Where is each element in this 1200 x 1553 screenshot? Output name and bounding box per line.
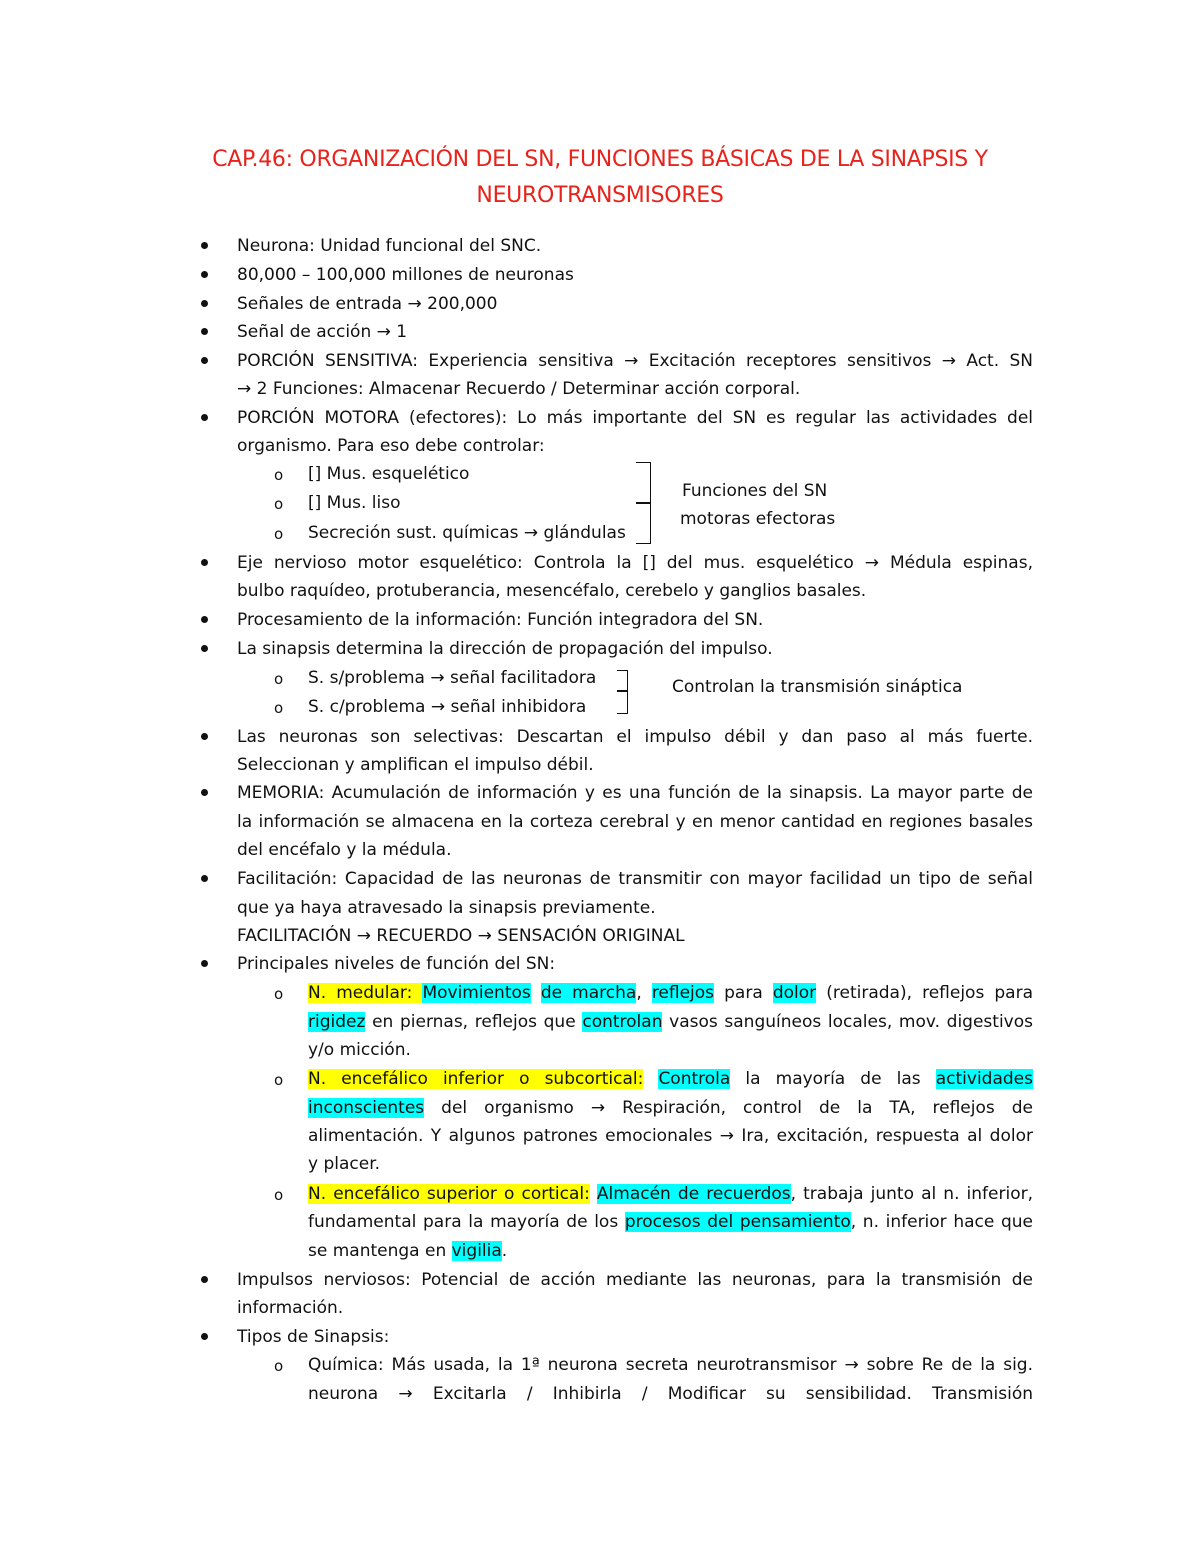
sub-list-item-continuation: y placer. [308,1154,381,1174]
list-item-continuation: FACILITACIÓN → RECUERDO → SENSACIÓN ORIGINAL [237,926,685,946]
sub-list-item-continuation: rigidez en piernas, reflejos que controlan vasos sanguíneos locales, mov. digestivos [308,1012,1033,1032]
bullet [201,875,208,882]
sub-list-item-continuation: alimentación. Y algunos patrones emocionales → Ira, excitación, respuesta al dolor [308,1126,1033,1146]
list-item-continuation: que ya haya atravesado la sinapsis previamente. [237,898,656,918]
list-item: Señal de acción → 1 [237,322,408,342]
sub-list-item: Química: Más usada, la 1ª neurona secreta neurotransmisor → sobre Re de la sig. [308,1355,1033,1375]
sub-list-item-continuation: y/o micción. [308,1040,411,1060]
arrow-icon: → [523,523,539,543]
bullet [201,1276,208,1283]
bullet [201,300,208,307]
brace-note: Controlan la transmisión sináptica [672,677,963,697]
list-item: La sinapsis determina la dirección de propagación del impulso. [237,639,773,659]
list-item: PORCIÓN SENSITIVA: Experiencia sensitiva → Excitación receptores sensitivos → Act. SN [237,351,1033,371]
list-item-continuation: información. [237,1298,344,1318]
list-item: Procesamiento de la información: Función integradora del SN. [237,610,764,630]
bullet [201,357,208,364]
arrow-icon: → [719,1126,734,1146]
sub-bullet: o [274,1186,284,1204]
sub-list-item: S. s/problema → señal facilitadora [308,668,597,688]
sub-list-item: N. encefálico inferior o subcortical: Controla la mayoría de las actividades [308,1069,1033,1089]
brace-note: motoras efectoras [680,509,836,529]
list-item-continuation: la información se almacena en la corteza cerebral y en menor cantidad en regiones basales [237,812,1033,832]
arrow-icon: → [430,697,446,717]
bullet [201,559,208,566]
sub-list-item-continuation: se mantenga en vigilia. [308,1241,508,1261]
list-item: Eje nervioso motor esquelético: Controla la [] del mus. esquelético → Médula espinas, [237,553,1033,573]
bullet [201,414,208,421]
sub-bullet: o [274,466,284,484]
list-item: Principales niveles de función del SN: [237,954,556,974]
list-item: Facilitación: Capacidad de las neuronas de transmitir con mayor facilidad un tipo de señal [237,869,1033,889]
sub-list-item: [] Mus. liso [308,493,401,513]
brace-bottom [636,502,651,544]
bullet [201,789,208,796]
arrow-icon: → [237,379,252,399]
list-item-continuation: bulbo raquídeo, protuberancia, mesencéfalo, cerebelo y ganglios basales. [237,581,867,601]
arrow-icon: → [407,294,422,314]
list-item: Impulsos nerviosos: Potencial de acción mediante las neuronas, para la transmisión de [237,1270,1033,1290]
brace-top [617,670,628,692]
bullet [201,645,208,652]
list-item-continuation: Seleccionan y amplifican el impulso débil. [237,755,594,775]
list-item: 80,000 – 100,000 millones de neuronas [237,265,574,285]
list-item-continuation: → 2 Funciones: Almacenar Recuerdo / Determinar acción corporal. [237,379,801,399]
arrow-icon: → [398,1384,413,1404]
brace-note: Funciones del SN [682,481,828,501]
bullet [201,242,208,249]
list-item-continuation: del encéfalo y la médula. [237,840,452,860]
list-item: Las neuronas son selectivas: Descartan el impulso débil y dan paso al más fuerte. [237,727,1033,747]
sub-bullet: o [274,985,284,1003]
arrow-icon: → [376,322,391,342]
list-item: Neurona: Unidad funcional del SNC. [237,236,542,256]
sub-bullet: o [274,699,284,717]
sub-list-item-continuation: fundamental para la mayoría de los procesos del pensamiento, n. inferior hace que [308,1212,1034,1232]
arrow-icon: → [844,1355,859,1375]
sub-bullet: o [274,1357,284,1375]
arrow-icon: → [477,926,492,946]
sub-list-item: Secreción sust. químicas → glándulas [308,523,626,543]
list-item: PORCIÓN MOTORA (efectores): Lo más importante del SN es regular las actividades del [237,408,1033,428]
sub-bullet: o [274,525,284,543]
bullet [201,1333,208,1340]
arrow-icon: → [941,351,957,371]
sub-list-item: [] Mus. esquelético [308,464,470,484]
list-item: MEMORIA: Acumulación de información y es una función de la sinapsis. La mayor parte de [237,783,1033,803]
bullet [201,616,208,623]
brace-top [636,462,651,504]
bullet [201,960,208,967]
sub-list-item-continuation: inconscientes del organismo → Respiración, control de la TA, reflejos de [308,1098,1033,1118]
page-title: CAP.46: ORGANIZACIÓN DEL SN, FUNCIONES BÁSICAS DE LA SINAPSIS Y [212,147,988,172]
arrow-icon: → [590,1098,606,1118]
list-item-continuation: organismo. Para eso debe controlar: [237,436,545,456]
sub-bullet: o [274,670,284,688]
sub-list-item: S. c/problema → señal inhibidora [308,697,587,717]
arrow-icon: → [356,926,371,946]
sub-bullet: o [274,1071,284,1089]
sub-list-item: N. medular: Movimientos de marcha, reflejos para dolor (retirada), reflejos para [308,983,1033,1003]
sub-list-item-continuation: neurona → Excitarla / Inhibirla / Modificar su sensibilidad. Transmisión [308,1384,1033,1404]
sub-list-item: N. encefálico superior o cortical: Almacén de recuerdos, trabaja junto al n. inferior, [308,1184,1034,1204]
arrow-icon: → [430,668,445,688]
list-item: Tipos de Sinapsis: [237,1327,390,1347]
bullet [201,271,208,278]
page-title-line-2: NEUROTRANSMISORES [476,183,724,208]
arrow-icon: → [624,351,639,371]
arrow-icon: → [864,553,880,573]
bullet [201,328,208,335]
sub-bullet: o [274,495,284,513]
bullet [201,733,208,740]
list-item: Señales de entrada → 200,000 [237,294,498,314]
brace-bottom [617,690,628,714]
